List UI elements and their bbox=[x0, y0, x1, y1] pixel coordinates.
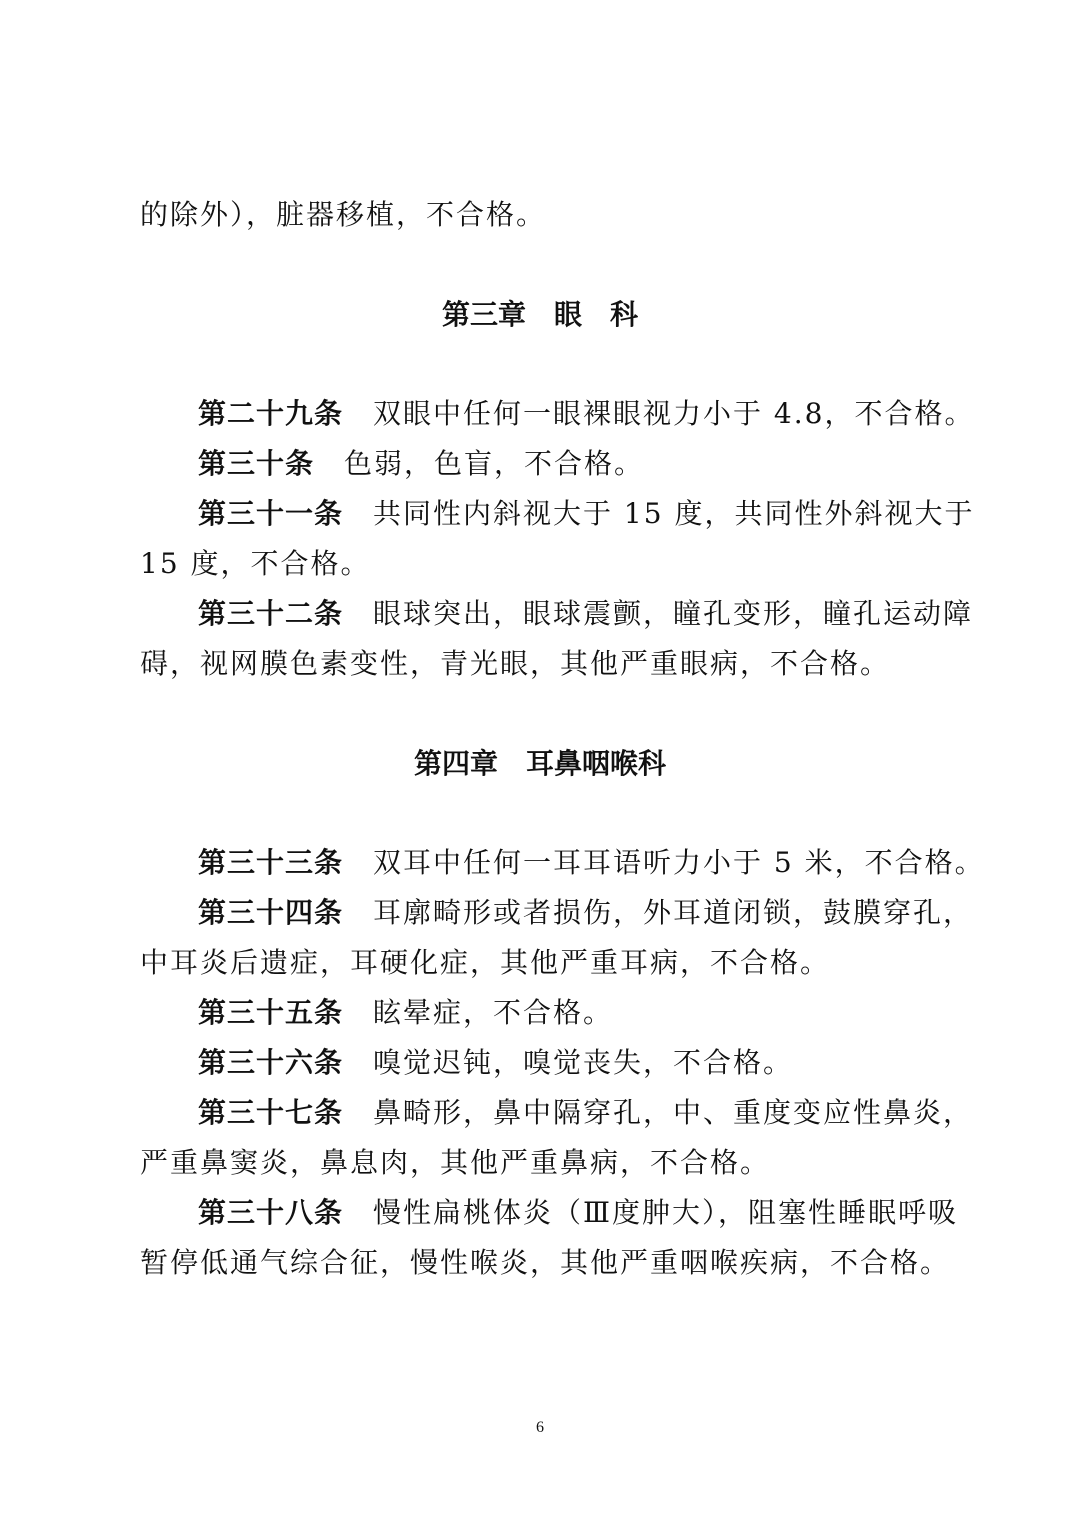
article-31-continuation: 15 度，不合格。 bbox=[140, 547, 371, 580]
article-29-label: 第二十九条 bbox=[198, 397, 344, 430]
article-30 bbox=[198, 439, 940, 489]
article-34-text-line1: 耳廓畸形或者损伤，外耳道闭锁，鼓膜穿孔， bbox=[373, 896, 974, 929]
article-32 bbox=[198, 589, 974, 639]
article-37-text-line1: 鼻畸形，鼻中隔穿孔，中、重度变应性鼻炎， bbox=[373, 1096, 974, 1129]
article-38-label: 第三十八条 bbox=[198, 1196, 344, 1229]
article-37 bbox=[198, 1088, 974, 1138]
article-32-text-line1: 眼球突出，眼球震颤，瞳孔变形，瞳孔运动障 bbox=[373, 597, 974, 630]
article-35-label: 第三十五条 bbox=[198, 996, 344, 1029]
continued-text-line: 的除外），脏器移植，不合格。 bbox=[140, 198, 547, 231]
article-34 bbox=[198, 888, 974, 938]
article-35-text: 眩晕症，不合格。 bbox=[373, 996, 614, 1029]
article-31-text-line1: 共同性内斜视大于 15 度，共同性外斜视大于 bbox=[373, 497, 975, 530]
article-37-continuation: 严重鼻窦炎，鼻息肉，其他严重鼻病，不合格。 bbox=[140, 1146, 771, 1179]
chapter-four-heading: 第四章 耳鼻咽喉科 bbox=[413, 747, 666, 780]
article-34-label: 第三十四条 bbox=[198, 896, 344, 929]
article-30-text: 色弱，色盲，不合格。 bbox=[344, 447, 645, 480]
article-36-text: 嗅觉迟钝，嗅觉丧失，不合格。 bbox=[373, 1046, 794, 1079]
article-29 bbox=[198, 389, 975, 439]
article-29-text: 双眼中任何一眼裸眼视力小于 4.8，不合格。 bbox=[373, 397, 975, 430]
article-31-label: 第三十一条 bbox=[198, 497, 344, 530]
article-32-continuation: 碍，视网膜色素变性，青光眼，其他严重眼病，不合格。 bbox=[140, 647, 891, 680]
article-33-text: 双耳中任何一耳耳语听力小于 5 米，不合格。 bbox=[373, 846, 985, 879]
article-33 bbox=[198, 838, 985, 888]
article-36 bbox=[198, 1038, 940, 1088]
article-37-label: 第三十七条 bbox=[198, 1096, 344, 1129]
article-31 bbox=[198, 489, 975, 539]
article-38 bbox=[198, 1188, 959, 1238]
article-36-label: 第三十六条 bbox=[198, 1046, 344, 1079]
article-34-continuation: 中耳炎后遗症，耳硬化症，其他严重耳病，不合格。 bbox=[140, 946, 831, 979]
article-32-label: 第三十二条 bbox=[198, 597, 344, 630]
article-35 bbox=[198, 988, 940, 1038]
article-38-text-line1: 慢性扁桃体炎（Ⅲ度肿大），阻塞性睡眠呼吸 bbox=[373, 1196, 959, 1229]
article-30-label: 第三十条 bbox=[198, 447, 315, 480]
page-number: 6 bbox=[536, 1419, 544, 1436]
article-38-continuation: 暂停低通气综合征，慢性喉炎，其他严重咽喉疾病，不合格。 bbox=[140, 1246, 951, 1279]
chapter-three-heading: 第三章 眼 科 bbox=[441, 298, 638, 331]
article-33-label: 第三十三条 bbox=[198, 846, 344, 879]
